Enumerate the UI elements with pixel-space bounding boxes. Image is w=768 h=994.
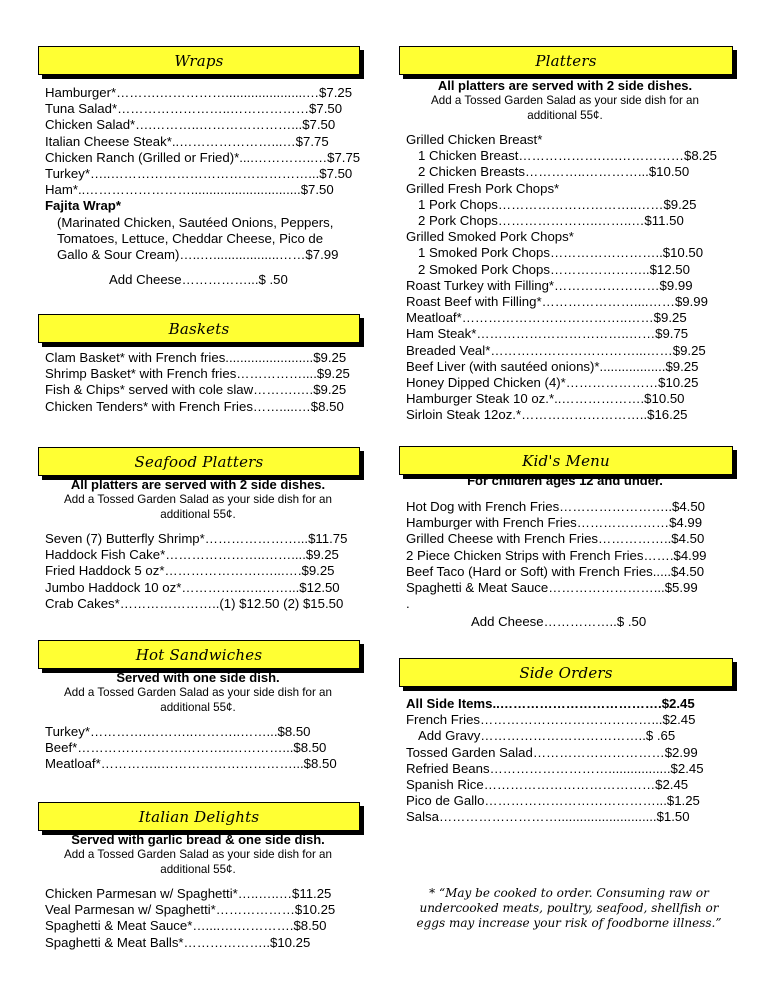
menu-item: 2 Smoked Pork Chops…………………..$12.50 [418, 261, 690, 277]
menu-item: Crab Cakes*…………………..(1) $12.50 (2) $15.50 [45, 595, 344, 611]
seafood-header [38, 447, 360, 476]
menu-item: Roast Turkey with Filling*……………………$9.99 [406, 277, 693, 293]
menu-item: Refried Beans……………………….................$2.45 [406, 760, 704, 776]
platters-note-2: additional 55¢. [527, 108, 603, 122]
menu-item: Spanish Rice…………………………………$2.45 [406, 777, 689, 793]
menu-item: Spaghetti & Meat Balls*………………..$10.25 [45, 934, 311, 950]
platters-note-1: Add a Tossed Garden Salad as your side dish for an [431, 94, 699, 107]
baskets-list [45, 350, 350, 415]
seafood-title: Seafood Platters [134, 452, 264, 471]
italian-header [38, 802, 360, 831]
platters-title: Platters [535, 51, 597, 70]
menu-item: Grilled Chicken Breast* [406, 132, 543, 147]
platters-section [399, 78, 731, 424]
wraps-list [45, 85, 361, 198]
menu-item: Seven (7) Butterfly Shrimp*…………………...$11.75 [45, 531, 348, 546]
hot-sandwiches-header [38, 640, 360, 669]
baskets-header [38, 314, 360, 343]
footer-line-1: * “May be cooked to order. Consuming raw or [429, 886, 709, 900]
menu-item: 1 Pork Chops…………………………..……$9.25 [418, 196, 697, 212]
menu-item: Hamburger with French Fries…………………$4.99 [406, 515, 703, 531]
menu-item: Veal Parmesan w/ Spaghetti*………………$10.25 [45, 902, 336, 918]
fajita-desc-line: Tomatoes, Lettuce, Cheddar Cheese, Pico de [57, 230, 324, 246]
italian-section [38, 832, 358, 951]
kids-header [399, 446, 733, 475]
seafood-note-bold: All platters are served with 2 side dishes. [70, 477, 326, 492]
kids-list [399, 499, 731, 596]
menu-item: Chicken Salad*….………..…………………...$7.50 [45, 117, 336, 133]
menu-item: Italian Cheese Steak*..…………………...…$7.75 [45, 133, 329, 149]
italian-note-2: additional 55¢. [160, 862, 236, 876]
menu-item: Beef Liver (with sautéed onions)*..................$9.25 [406, 358, 699, 374]
menu-item: Turkey*………….………..………..……...$8.50 [45, 724, 311, 739]
menu-item: 2 Piece Chicken Strips with French Fries…….$4.99 [406, 547, 707, 563]
seafood-note-1: Add a Tossed Garden Salad as your side dish for an [64, 493, 332, 506]
menu-item: Tossed Garden Salad…………………………$2.99 [406, 744, 698, 760]
menu-item: 1 Chicken Breast……………….….……………$8.25 [418, 148, 717, 164]
seafood-list [38, 531, 358, 612]
footer-disclaimer [410, 886, 728, 931]
menu-item: Clam Basket* with French fries........................$9.25 [45, 350, 347, 365]
baskets-title: Baskets [168, 319, 230, 338]
italian-title: Italian Delights [138, 807, 260, 826]
menu-item: Jumbo Haddock 10 oz*…………..…..……...$12.50 [45, 579, 340, 595]
menu-item: 2 Chicken Breasts…………..…………...$10.50 [418, 164, 690, 180]
fajita-desc-line: Gallo & Sour Cream)…..…..................……$7.99 [57, 247, 339, 263]
right-column [399, 46, 731, 825]
menu-item: Grilled Fresh Pork Chops* [406, 180, 560, 196]
menu-item: Turkey*…..………………………………………...$7.50 [45, 166, 353, 182]
wraps-section [38, 85, 361, 288]
menu-item: Tuna Salad*……………………..………………$7.50 [45, 101, 343, 117]
menu-item: Fried Haddock 5 oz*………………….…...….$9.25 [45, 563, 335, 579]
italian-list [38, 886, 358, 951]
menu-item: Beef*……………………………..…………...$8.50 [45, 740, 327, 756]
menu-item: Breaded Veal*……………………………...……$9.25 [406, 342, 706, 358]
menu-item: Salsa………………………...........................$1.50 [406, 809, 690, 825]
hot-sandwiches-note-2: additional 55¢. [160, 700, 236, 714]
menu-item: Chicken Ranch (Grilled or Fried)*....…………..…$7.75 [45, 149, 361, 165]
menu-item: Chicken Tenders* with French Fries…….....…$8.50 [45, 398, 344, 414]
hot-sandwiches-note-1: Add a Tossed Garden Salad as your side dish for an [64, 686, 332, 699]
menu-item: Grilled Cheese with French Fries……………..$4.50 [406, 531, 705, 547]
wraps-add-cheese: Add Cheese……………...$ .50 [109, 272, 288, 288]
menu-item: Add Gravy………………………………..$ .65 [418, 728, 676, 744]
menu-item: Hamburger*……….……………......................…$7.25 [45, 85, 353, 100]
hot-sandwiches-title: Hot Sandwiches [135, 645, 263, 664]
kids-section [399, 473, 731, 631]
hot-sandwiches-note-bold: Served with one side dish. [116, 670, 280, 685]
menu-item: Pico de Gallo…………………………………...$1.25 [406, 793, 700, 809]
menu-item: 1 Smoked Pork Chops……………………..$10.50 [418, 245, 704, 261]
menu-item: Sirloin Steak 12oz.*………………………..$16.25 [406, 407, 688, 423]
kids-add-cheese: Add Cheese……………..$ .50 [471, 614, 647, 630]
sides-header [399, 658, 733, 687]
platters-note-bold: All platters are served with 2 side dishes. [437, 78, 693, 93]
menu-item: All Side Items..……………………………….$2.45 [406, 696, 695, 711]
menu-item: Haddock Fish Cake*…………………..……....$9.25 [45, 547, 339, 563]
menu-item: Ham*..……………………..............................$7.50 [45, 182, 334, 198]
footer-line-3: eggs may increase your risk of foodborne illness.” [416, 916, 722, 930]
menu-item: Chicken Parmesan w/ Spaghetti*…..…..…$11.25 [45, 886, 332, 901]
menu-item: Spaghetti & Meat Sauce*…....….………….$8.50 [45, 918, 327, 934]
menu-item: Hot Dog with French Fries……………………..$4.50 [406, 499, 705, 514]
kids-title: Kid's Menu [522, 451, 610, 470]
sides-list [406, 696, 704, 826]
kids-dot: . [406, 596, 410, 612]
menu-item: Roast Beef with Filling*…………………....……$9.99 [406, 294, 708, 310]
menu-item: Shrimp Basket* with French fries……………....$9.25 [45, 366, 350, 382]
sides-title: Side Orders [519, 663, 613, 682]
menu-item: Grilled Smoked Pork Chops* [406, 229, 574, 245]
menu-item: 2 Pork Chops…………………..……..…$11.50 [418, 213, 684, 229]
menu-item: Honey Dipped Chicken (4)*…………………$10.25 [406, 375, 699, 391]
italian-note-bold: Served with garlic bread & one side dish. [71, 832, 325, 847]
wraps-header [38, 46, 360, 75]
menu-item: Fish & Chips* served with cole slaw……….….$9.25 [45, 382, 347, 398]
hot-sandwiches-section [38, 670, 358, 773]
fajita-desc-line: (Marinated Chicken, Sautéed Onions, Peppers, [57, 214, 334, 230]
italian-note-1: Add a Tossed Garden Salad as your side dish for an [64, 848, 332, 861]
seafood-note-2: additional 55¢. [160, 507, 236, 521]
fajita-wrap-description [45, 215, 358, 264]
platters-header [399, 46, 733, 75]
platters-list [399, 132, 731, 424]
menu-item: Beef Taco (Hard or Soft) with French Fries.....$4.50 [406, 563, 705, 579]
menu-item: Spaghetti & Meat Sauce……………………...$5.99 [406, 580, 698, 596]
menu-item: Meatloaf*…………..…………………………...$8.50 [45, 756, 337, 772]
footer-line-2: undercooked meats, poultry, seafood, shellfish or [419, 901, 719, 915]
fajita-wrap-title: Fajita Wrap* [45, 198, 121, 214]
wraps-title: Wraps [174, 51, 224, 70]
kids-note-bold: For children ages 12 and under. [467, 473, 663, 488]
seafood-section [38, 477, 358, 612]
menu-item: Ham Steak*……………………………..……$9.75 [406, 326, 689, 342]
left-column [38, 46, 361, 950]
hot-sandwiches-list [38, 724, 358, 773]
menu-item: Meatloaf*………………………………..……$9.25 [406, 310, 687, 326]
menu-item: Hamburger Steak 10 oz.*..……………….$10.50 [406, 391, 685, 407]
menu-item: French Fries…………………………………...$2.45 [406, 712, 696, 728]
